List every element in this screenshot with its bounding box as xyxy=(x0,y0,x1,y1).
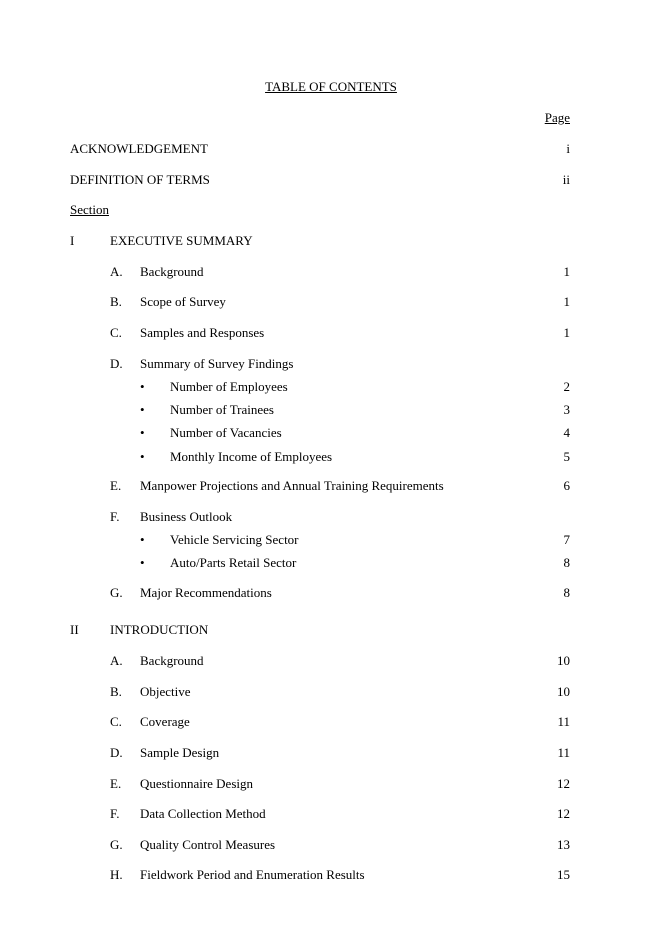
subitem-page: 5 xyxy=(563,449,570,464)
item-page: 6 xyxy=(563,478,570,493)
item-label: Fieldwork Period and Enumeration Results xyxy=(140,867,365,882)
item-label: Major Recommendations xyxy=(140,585,272,600)
subitem-page: 7 xyxy=(563,532,570,547)
item-label: Business Outlook xyxy=(140,509,233,524)
item-letter: A. xyxy=(110,653,123,668)
section-numeral: II xyxy=(70,622,79,637)
item-page: 12 xyxy=(557,776,570,791)
item-label: Summary of Survey Findings xyxy=(140,356,294,371)
item-page: 11 xyxy=(557,745,570,760)
section-title: INTRODUCTION xyxy=(110,622,209,637)
item-letter: F. xyxy=(110,806,120,821)
subitem-label: Auto/Parts Retail Sector xyxy=(170,555,297,570)
item-letter: D. xyxy=(110,745,123,760)
section-numeral: I xyxy=(70,233,75,248)
item-page: 10 xyxy=(557,684,570,699)
item-letter: D. xyxy=(110,356,123,371)
item-label: Quality Control Measures xyxy=(140,837,276,852)
item-page: 12 xyxy=(557,806,570,821)
item-letter: C. xyxy=(110,325,122,340)
item-letter: E. xyxy=(110,478,122,493)
item-label: Objective xyxy=(140,684,191,699)
toc-entry-page: i xyxy=(566,141,570,156)
item-label: Background xyxy=(140,653,204,668)
item-letter: F. xyxy=(110,509,120,524)
item-label: Manpower Projections and Annual Training Requirements xyxy=(140,478,444,493)
item-label: Samples and Responses xyxy=(140,325,265,340)
subitem-label: Number of Employees xyxy=(170,379,288,394)
item-page: 8 xyxy=(563,585,570,600)
item-letter: A. xyxy=(110,264,123,279)
bullet-icon: • xyxy=(140,532,145,547)
toc-entry-label: DEFINITION OF TERMS xyxy=(70,172,210,187)
section-title: EXECUTIVE SUMMARY xyxy=(110,233,253,248)
item-letter: B. xyxy=(110,684,122,699)
item-page: 1 xyxy=(563,325,570,340)
item-letter: H. xyxy=(110,867,123,882)
toc-entry-page: ii xyxy=(562,172,570,187)
bullet-icon: • xyxy=(140,379,145,394)
toc-entry-label: ACKNOWLEDGEMENT xyxy=(70,141,208,156)
item-page: 1 xyxy=(563,264,570,279)
item-label: Questionnaire Design xyxy=(140,776,254,791)
subitem-page: 2 xyxy=(563,379,570,394)
section-label: Section xyxy=(70,202,109,217)
bullet-icon: • xyxy=(140,449,145,464)
subitem-label: Number of Trainees xyxy=(170,402,274,417)
item-letter: C. xyxy=(110,714,122,729)
item-page: 1 xyxy=(563,294,570,309)
item-page: 11 xyxy=(557,714,570,729)
subitem-page: 4 xyxy=(563,425,570,440)
bullet-icon: • xyxy=(140,555,145,570)
item-label: Background xyxy=(140,264,204,279)
subitem-page: 8 xyxy=(563,555,570,570)
subitem-page: 3 xyxy=(563,402,570,417)
item-letter: E. xyxy=(110,776,122,791)
item-letter: G. xyxy=(110,837,123,852)
item-letter: G. xyxy=(110,585,123,600)
item-page: 13 xyxy=(557,837,570,852)
item-page: 15 xyxy=(557,867,570,882)
item-page: 10 xyxy=(557,653,570,668)
item-label: Data Collection Method xyxy=(140,806,266,821)
item-label: Coverage xyxy=(140,714,190,729)
bullet-icon: • xyxy=(140,402,145,417)
subitem-label: Vehicle Servicing Sector xyxy=(170,532,299,547)
page-title: TABLE OF CONTENTS xyxy=(265,79,397,94)
subitem-label: Monthly Income of Employees xyxy=(170,449,333,464)
page-column-header: Page xyxy=(544,110,570,125)
bullet-icon: • xyxy=(140,425,145,440)
item-label: Sample Design xyxy=(140,745,220,760)
item-letter: B. xyxy=(110,294,122,309)
item-label: Scope of Survey xyxy=(140,294,226,309)
subitem-label: Number of Vacancies xyxy=(170,425,282,440)
